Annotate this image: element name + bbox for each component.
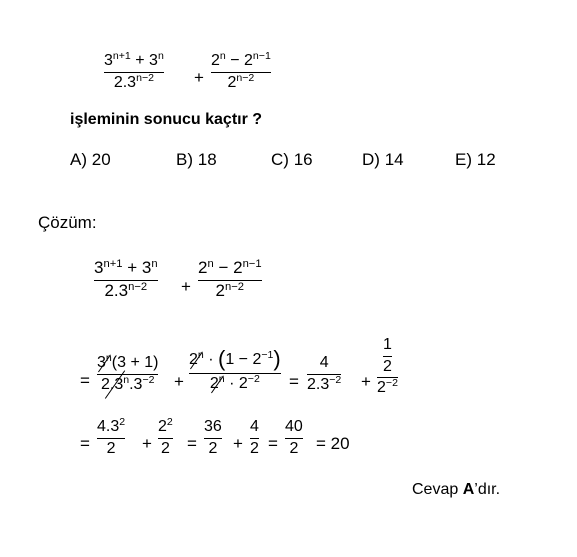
numerator: $2^2$ <box>158 416 173 435</box>
fraction-bar <box>97 438 125 439</box>
option-a[interactable]: A) 20 <box>70 150 111 169</box>
step2-fraction-3 <box>204 418 222 457</box>
answer-suffix: ’dır. <box>474 481 501 498</box>
denominator: $2.3^{n-2}$ <box>113 71 154 91</box>
plus-sign: + <box>174 372 184 391</box>
denominator: $2^n \cdot 2^{-2}$ <box>209 373 260 393</box>
plus-sign: + <box>142 434 152 453</box>
answer-letter: A <box>462 481 475 498</box>
question-fraction-2 <box>211 52 271 91</box>
cancelled-term: 3$^n$ <box>97 352 112 371</box>
answer-prefix: Cevap <box>412 481 463 498</box>
equals-sign: = <box>80 434 90 453</box>
option-c[interactable]: C) 16 <box>271 150 313 169</box>
step2-fraction-1 <box>97 418 125 457</box>
numerator: 36 <box>204 418 222 435</box>
plus-sign: + <box>361 372 371 391</box>
fraction-bar <box>383 356 392 357</box>
plus-sign: + <box>181 277 191 296</box>
step2-fraction-5 <box>285 418 303 457</box>
numerator: $3^{n+1} + 3^n$ <box>94 257 158 277</box>
numerator: 4 <box>319 354 329 371</box>
denominator: $2^{n-2}$ <box>227 71 255 91</box>
fraction-bar <box>285 438 303 439</box>
denominator: $2.3^n.3^{-2}$ <box>100 373 155 393</box>
denominator: 2 <box>383 357 392 375</box>
denominator: $2.3^{n-2}$ <box>104 280 148 300</box>
denominator: 2 <box>289 439 299 457</box>
equals-sign: = <box>187 434 197 453</box>
solution-fraction-1 <box>94 259 158 300</box>
cancelled-term: 2$^n$ <box>189 349 204 368</box>
equals-sign: = <box>289 372 299 391</box>
step1-fraction-3 <box>307 354 341 393</box>
step1-fraction-2 <box>189 347 281 393</box>
final-result: = 20 <box>316 434 350 453</box>
numerator: 4 <box>250 418 259 435</box>
plus-sign: + <box>233 434 243 453</box>
solution-heading: Çözüm: <box>38 213 97 232</box>
question-fraction-1 <box>104 52 164 91</box>
cancelled-term: 2$^n$ <box>209 373 225 393</box>
denominator: 2 <box>106 439 116 457</box>
option-b[interactable]: B) 18 <box>176 150 217 169</box>
numerator: $2^n - 2^{n-1}$ <box>198 257 262 277</box>
denominator: 2 <box>250 439 259 457</box>
denominator: $2^{-2}$ <box>377 377 398 397</box>
solution-fraction-2 <box>198 259 262 300</box>
denominator: $2^{n-2}$ <box>215 280 245 300</box>
fraction-bar <box>204 438 222 439</box>
numerator: 40 <box>285 418 303 435</box>
answer-line <box>412 481 500 499</box>
numerator: $4.3^2$ <box>97 416 126 435</box>
step1-fraction-4 <box>377 336 398 397</box>
step2-fraction-4 <box>250 418 259 457</box>
question-prompt: işleminin sonucu kaçtır ? <box>70 111 263 128</box>
numerator: 1 <box>383 336 392 353</box>
equals-sign: = <box>268 434 278 453</box>
step2-fraction-2 <box>158 418 173 457</box>
step1-fraction-1 <box>97 354 158 393</box>
option-d[interactable]: D) 14 <box>362 150 404 169</box>
numerator: $2^n \cdot (1 - 2^{-1})$ <box>189 346 281 371</box>
fraction-bar <box>104 72 164 73</box>
nested-fraction <box>383 336 392 375</box>
numerator: $3^{n+1} + 3^n$ <box>104 50 164 69</box>
denominator: $2.3^{-2}$ <box>307 373 342 393</box>
numerator <box>383 336 392 375</box>
option-e[interactable]: E) 12 <box>455 150 496 169</box>
fraction-bar <box>250 438 259 439</box>
numerator: $2^n - 2^{n-1}$ <box>211 50 271 69</box>
fraction-bar <box>158 438 173 439</box>
numerator: $3^n(3 + 1)$ <box>97 352 159 371</box>
denominator: 2 <box>160 439 170 457</box>
cancelled-term: 2.3$^n$ <box>100 373 130 393</box>
equals-sign: = <box>80 371 90 390</box>
plus-sign: + <box>194 68 204 87</box>
denominator: 2 <box>208 439 218 457</box>
